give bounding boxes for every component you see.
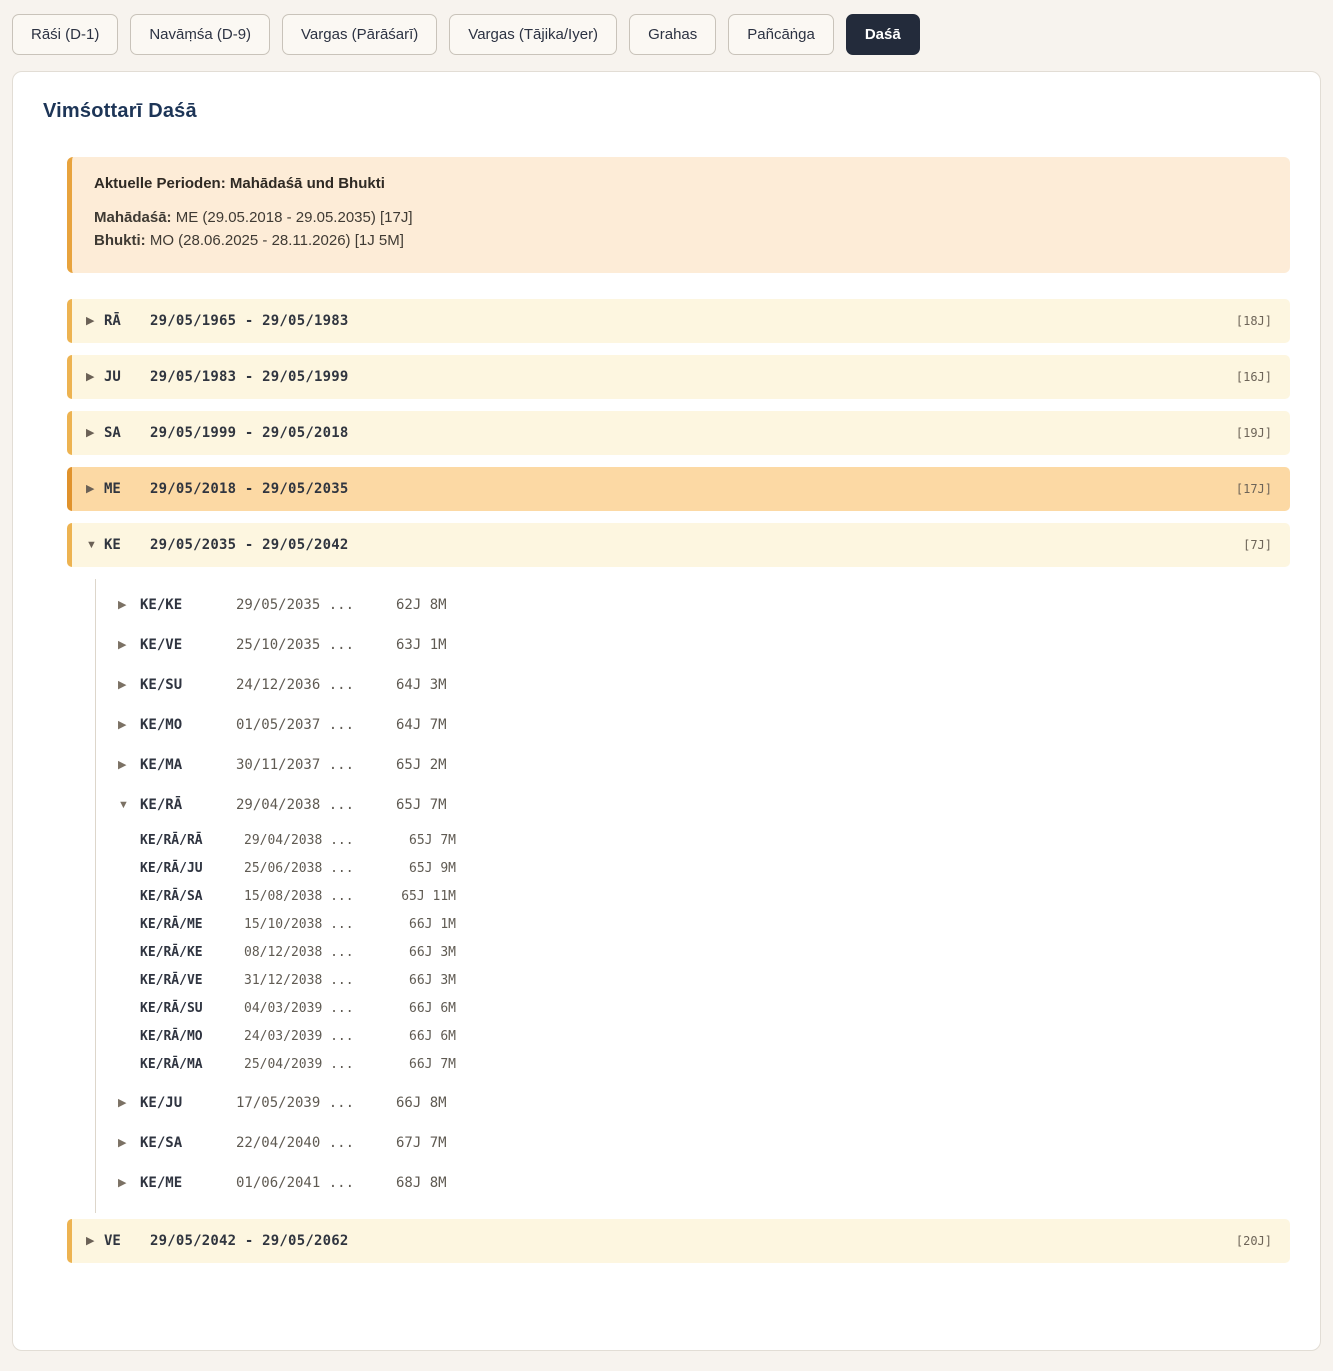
pratyantardasha-age: 66J 3M bbox=[409, 945, 456, 960]
pratyantardasha-list bbox=[96, 825, 1290, 1083]
pratyantardasha-label: KE/RĀ/MO bbox=[140, 1029, 203, 1044]
pratyantardasha-row[interactable] bbox=[96, 939, 1290, 967]
pratyantardasha-date: 24/03/2039 ... bbox=[244, 1029, 354, 1044]
chevron-right-icon[interactable]: ▶ bbox=[118, 1177, 127, 1189]
pratyantardasha-row[interactable] bbox=[96, 995, 1290, 1023]
pratyantardasha-date: 15/10/2038 ... bbox=[244, 917, 354, 932]
pratyantardasha-date: 04/03/2039 ... bbox=[244, 1001, 354, 1016]
antardasha-label: KE/SU bbox=[140, 676, 183, 693]
chevron-right-icon[interactable]: ▶ bbox=[118, 599, 127, 611]
antardasha-label: KE/JU bbox=[140, 1094, 183, 1111]
pratyantardasha-date: 29/04/2038 ... bbox=[244, 833, 354, 848]
pratyantardasha-label: KE/RĀ/SU bbox=[140, 1001, 203, 1016]
antardasha-row[interactable] bbox=[96, 745, 1290, 785]
pratyantardasha-label: KE/RĀ/SA bbox=[140, 889, 203, 904]
mahadasha-range: 29/05/1965 - 29/05/1983 bbox=[150, 312, 349, 329]
antardasha-age: 65J 7M bbox=[396, 796, 447, 813]
chevron-right-icon[interactable]: ▶ bbox=[86, 483, 95, 495]
mahadasha-row[interactable] bbox=[67, 411, 1290, 455]
antardasha-row[interactable] bbox=[96, 585, 1290, 625]
pratyantardasha-date: 15/08/2038 ... bbox=[244, 889, 354, 904]
mahadasha-row[interactable] bbox=[67, 299, 1290, 343]
antardasha-date: 01/06/2041 ... bbox=[236, 1174, 355, 1191]
tab-3[interactable]: Vargas (Tājika/Iyer) bbox=[449, 14, 617, 55]
pratyantardasha-age: 66J 7M bbox=[409, 1057, 456, 1072]
antardasha-row[interactable] bbox=[96, 1163, 1290, 1203]
mahadasha-row[interactable] bbox=[67, 355, 1290, 399]
chevron-right-icon[interactable]: ▶ bbox=[86, 1235, 95, 1247]
pratyantardasha-row[interactable] bbox=[96, 827, 1290, 855]
chevron-right-icon[interactable]: ▶ bbox=[86, 427, 95, 439]
mahadasha-range: 29/05/2018 - 29/05/2035 bbox=[150, 480, 349, 497]
mahadasha-duration: [7J] bbox=[1243, 537, 1272, 552]
pratyantardasha-row[interactable] bbox=[96, 967, 1290, 995]
antardasha-label: KE/SA bbox=[140, 1134, 183, 1151]
pratyantardasha-age: 66J 3M bbox=[409, 973, 456, 988]
antardasha-age: 66J 8M bbox=[396, 1094, 447, 1111]
mahadasha-list bbox=[67, 299, 1290, 1263]
pratyantardasha-date: 25/04/2039 ... bbox=[244, 1057, 354, 1072]
antardasha-list bbox=[95, 579, 1290, 1213]
tab-4[interactable]: Grahas bbox=[629, 14, 716, 55]
mahadasha-duration: [18J] bbox=[1235, 313, 1272, 328]
mahadasha-lord: RĀ bbox=[104, 312, 121, 329]
antardasha-age: 64J 3M bbox=[396, 676, 447, 693]
tab-5[interactable]: Pañcāṅga bbox=[728, 14, 834, 55]
chevron-right-icon[interactable]: ▶ bbox=[118, 719, 127, 731]
antardasha-label: KE/VE bbox=[140, 636, 183, 653]
current-mahadasha-value: ME (29.05.2018 - 29.05.2035) [17J] bbox=[175, 209, 413, 226]
antardasha-row[interactable] bbox=[96, 785, 1290, 825]
current-bhukti-label: Bhukti: bbox=[94, 232, 146, 250]
mahadasha-row[interactable] bbox=[67, 1219, 1290, 1263]
antardasha-date: 29/05/2035 ... bbox=[236, 596, 355, 613]
antardasha-age: 64J 7M bbox=[396, 716, 447, 733]
antardasha-label: KE/KE bbox=[140, 596, 183, 613]
mahadasha-lord: VE bbox=[104, 1232, 121, 1249]
antardasha-row[interactable] bbox=[96, 705, 1290, 745]
mahadasha-duration: [20J] bbox=[1235, 1233, 1272, 1248]
chevron-right-icon[interactable]: ▶ bbox=[118, 639, 127, 651]
antardasha-age: 65J 2M bbox=[396, 756, 447, 773]
pratyantardasha-row[interactable] bbox=[96, 911, 1290, 939]
pratyantardasha-age: 65J 11M bbox=[401, 889, 456, 904]
antardasha-age: 68J 8M bbox=[396, 1174, 447, 1191]
pratyantardasha-label: KE/RĀ/KE bbox=[140, 945, 203, 960]
mahadasha-duration: [16J] bbox=[1235, 369, 1272, 384]
antardasha-date: 17/05/2039 ... bbox=[236, 1094, 355, 1111]
current-mahadasha-label: Mahādaśā: bbox=[94, 209, 172, 226]
pratyantardasha-row[interactable] bbox=[96, 855, 1290, 883]
chevron-right-icon[interactable]: ▶ bbox=[86, 315, 95, 327]
antardasha-row[interactable] bbox=[96, 1123, 1290, 1163]
chevron-down-icon[interactable]: ▼ bbox=[86, 538, 97, 551]
pratyantardasha-row[interactable] bbox=[96, 883, 1290, 911]
chevron-right-icon[interactable]: ▶ bbox=[118, 759, 127, 771]
tab-1[interactable]: Navāṃśa (D-9) bbox=[130, 14, 270, 55]
tab-6[interactable]: Daśā bbox=[846, 14, 920, 55]
mahadasha-range: 29/05/1999 - 29/05/2018 bbox=[150, 424, 349, 441]
pratyantardasha-date: 08/12/2038 ... bbox=[244, 945, 354, 960]
tab-bar bbox=[0, 0, 1333, 65]
pratyantardasha-date: 25/06/2038 ... bbox=[244, 861, 354, 876]
pratyantardasha-age: 65J 7M bbox=[409, 833, 456, 848]
antardasha-label: KE/RĀ bbox=[140, 796, 183, 813]
antardasha-date: 25/10/2035 ... bbox=[236, 636, 355, 653]
pratyantardasha-label: KE/RĀ/JU bbox=[140, 861, 203, 876]
pratyantardasha-label: KE/RĀ/MA bbox=[140, 1057, 203, 1072]
dasha-panel bbox=[12, 71, 1321, 1351]
antardasha-age: 62J 8M bbox=[396, 596, 447, 613]
chevron-right-icon[interactable]: ▶ bbox=[118, 679, 127, 691]
pratyantardasha-date: 31/12/2038 ... bbox=[244, 973, 354, 988]
chevron-right-icon[interactable]: ▶ bbox=[86, 371, 95, 383]
pratyantardasha-label: KE/RĀ/ME bbox=[140, 917, 203, 932]
mahadasha-lord: JU bbox=[104, 368, 121, 385]
antardasha-date: 30/11/2037 ... bbox=[236, 756, 355, 773]
current-bhukti-value: MO (28.06.2025 - 28.11.2026) [1J 5M] bbox=[149, 232, 404, 250]
antardasha-date: 24/12/2036 ... bbox=[236, 676, 355, 693]
antardasha-age: 63J 1M bbox=[396, 636, 447, 653]
pratyantardasha-row[interactable] bbox=[96, 1051, 1290, 1079]
chevron-right-icon[interactable]: ▶ bbox=[118, 1137, 127, 1149]
pratyantardasha-row[interactable] bbox=[96, 1023, 1290, 1051]
current-bhukti-line bbox=[94, 229, 1268, 252]
mahadasha-row[interactable] bbox=[67, 523, 1290, 567]
mahadasha-row[interactable] bbox=[67, 467, 1290, 511]
mahadasha-lord: KE bbox=[104, 536, 121, 553]
mahadasha-duration: [19J] bbox=[1235, 425, 1272, 440]
mahadasha-duration: [17J] bbox=[1235, 481, 1272, 496]
antardasha-date: 01/05/2037 ... bbox=[236, 716, 355, 733]
antardasha-row[interactable] bbox=[96, 1083, 1290, 1123]
mahadasha-range: 29/05/2035 - 29/05/2042 bbox=[150, 536, 349, 553]
pratyantardasha-age: 66J 1M bbox=[409, 917, 456, 932]
current-periods-box bbox=[67, 157, 1290, 273]
chevron-down-icon[interactable]: ▼ bbox=[118, 798, 129, 811]
tab-2[interactable]: Vargas (Pārāśarī) bbox=[282, 14, 437, 55]
tab-0[interactable]: Rāśi (D-1) bbox=[12, 14, 118, 55]
antardasha-row[interactable] bbox=[96, 625, 1290, 665]
mahadasha-range: 29/05/1983 - 29/05/1999 bbox=[150, 368, 349, 385]
pratyantardasha-age: 66J 6M bbox=[409, 1001, 456, 1016]
chevron-right-icon[interactable]: ▶ bbox=[118, 1097, 127, 1109]
antardasha-row[interactable] bbox=[96, 665, 1290, 705]
pratyantardasha-age: 65J 9M bbox=[409, 861, 456, 876]
pratyantardasha-label: KE/RĀ/VE bbox=[140, 973, 203, 988]
mahadasha-range: 29/05/2042 - 29/05/2062 bbox=[150, 1232, 349, 1249]
mahadasha-lord: SA bbox=[104, 424, 121, 441]
antardasha-date: 29/04/2038 ... bbox=[236, 796, 355, 813]
antardasha-label: KE/MO bbox=[140, 716, 183, 733]
pratyantardasha-label: KE/RĀ/RĀ bbox=[140, 833, 203, 848]
pratyantardasha-age: 66J 6M bbox=[409, 1029, 456, 1044]
page-title: Vimśottarī Daśā bbox=[43, 100, 197, 122]
mahadasha-lord: ME bbox=[104, 480, 121, 497]
antardasha-age: 67J 7M bbox=[396, 1134, 447, 1151]
current-mahadasha-line bbox=[94, 206, 1268, 229]
antardasha-date: 22/04/2040 ... bbox=[236, 1134, 355, 1151]
antardasha-label: KE/MA bbox=[140, 756, 183, 773]
current-periods-heading: Aktuelle Perioden: Mahādaśā und Bhukti bbox=[94, 175, 385, 192]
antardasha-label: KE/ME bbox=[140, 1174, 183, 1191]
